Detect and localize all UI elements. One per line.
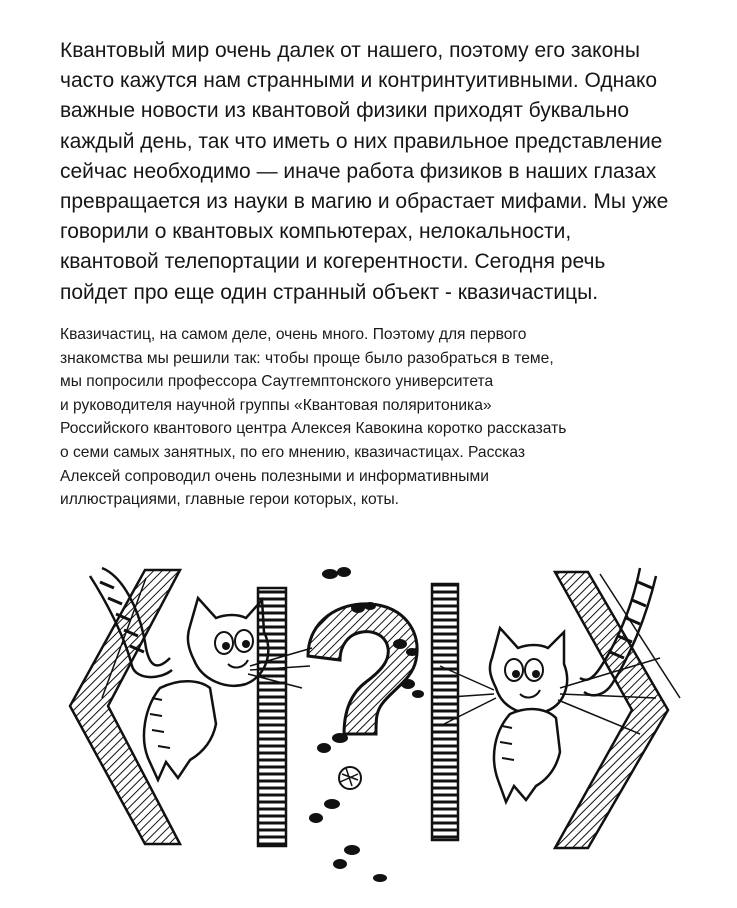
question-mark <box>308 604 417 789</box>
lead-line: превращается из науки в магию и обрастает мифами. Мы уже <box>60 190 669 214</box>
body-line: и руководителя научной группы «Квантовая поляритоника» <box>60 396 492 414</box>
lead-line: пойдет про еще один странный объект - квазичастицы. <box>60 280 599 304</box>
body-line: знакомства мы решили так: чтобы проще было разобраться в теме, <box>60 349 554 367</box>
lead-line: каждый день, так что иметь о них правильное представление <box>60 129 663 153</box>
lead-line: Квантовый мир очень далек от нашего, поэтому его законы <box>60 39 640 62</box>
lead-line: важные новости из квантовой физики приходят буквально <box>60 99 629 123</box>
body-line: иллюстрациями, главные герои которых, коты. <box>60 491 400 509</box>
lead-line: сейчас необходимо — иначе работа физиков в наших глазах <box>60 159 657 183</box>
lead-paragraph <box>60 36 700 308</box>
lead-line: квантовой телепортации и когерентности. Сегодня речь <box>60 250 606 274</box>
body-line: о семи самых занятных, по его мнению, квазичастицах. Рассказ <box>60 443 525 461</box>
right-bar <box>432 584 458 840</box>
body-line: Квазичастиц, на самом деле, очень много. Поэтому для первого <box>60 326 527 343</box>
left-bar <box>258 588 286 846</box>
lead-line: часто кажутся нам странными и контринтуитивными. Однако <box>60 69 658 93</box>
body-line: Алексей сопроводил очень полезными и информативными <box>60 467 489 485</box>
body-line: Российского квантового центра Алексея Кавокина коротко рассказать <box>60 420 567 438</box>
cats-illustration <box>40 548 720 900</box>
body-line: мы попросили профессора Саутгемптонского университета <box>60 373 494 391</box>
right-chevron-shape <box>555 572 680 848</box>
body-paragraph <box>60 323 710 512</box>
lead-line: говорили о квантовых компьютерах, нелокальности, <box>60 220 572 244</box>
